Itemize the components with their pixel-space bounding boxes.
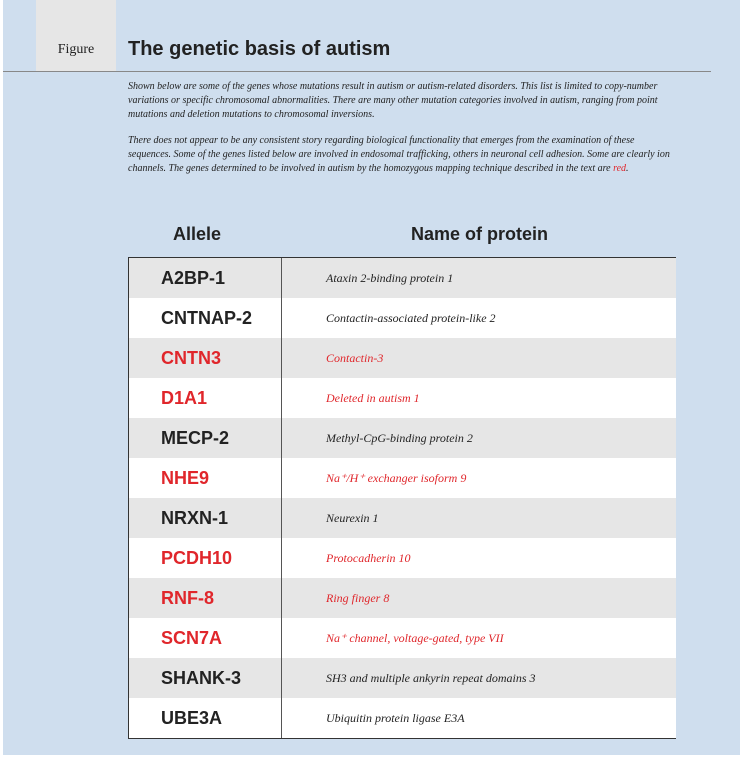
protein-cell: SH3 and multiple ankyrin repeat domains 3 [326,670,536,685]
table-row [129,298,676,338]
protein-cell: Contactin-3 [326,350,384,365]
table-row [129,698,676,738]
allele-cell: A2BP-1 [129,258,282,298]
allele-cell: D1A1 [129,378,282,418]
table-row [129,498,676,538]
table-row [129,458,676,498]
column-header-allele: Allele [173,224,222,244]
protein-cell: Ubiquitin protein ligase E3A [326,710,465,725]
figure-title: The genetic basis of autism [128,38,391,60]
title-divider [3,71,711,72]
explanation-paragraph [128,134,678,176]
protein-cell: Methyl-CpG-binding protein 2 [326,430,473,445]
table-row [129,258,676,298]
protein-cell: Ataxin 2-binding protein 1 [326,270,454,285]
allele-cell: NRXN-1 [129,498,282,538]
allele-cell: PCDH10 [129,538,282,578]
gene-table [128,257,676,739]
table-row [129,418,676,458]
protein-cell: Neurexin 1 [326,510,379,525]
protein-cell: Deleted in autism 1 [326,390,420,405]
allele-cell: CNTN3 [129,338,282,378]
table-row [129,338,676,378]
paragraph-end: . [626,163,629,174]
red-keyword: red [613,163,627,174]
allele-cell: SCN7A [129,618,282,658]
column-header-protein: Name of protein [411,224,549,244]
figure-tab [36,0,116,72]
table-row [129,618,676,658]
protein-cell: Contactin-associated protein-like 2 [326,310,496,325]
allele-cell: NHE9 [129,458,282,498]
table-row [129,538,676,578]
protein-cell: Na⁺ channel, voltage-gated, type VII [326,630,504,645]
allele-cell: UBE3A [129,698,282,738]
allele-cell: RNF-8 [129,578,282,618]
intro-paragraph: Shown below are some of the genes whose mutations result in autism or autism-related disorders. This list is limited to copy-number variations or specific chromosomal abnormalities. There are many other mutation categories involved in autism, ranging from point mutations and deletion mutations to chromosomal inversions. [128,81,658,120]
allele-cell: MECP-2 [129,418,282,458]
protein-cell: Protocadherin 10 [326,550,411,565]
figure-page [3,0,740,755]
paragraph-text: There does not appear to be any consistent story regarding biological functionality that emerges from the examination of these sequences. Some of the genes listed below are involved in endosomal trafficking, others in neuronal cell adhesion. Some are clearly ion channels. The genes determined to be involved in autism by the homozygous mapping technique described in the text are [128,135,670,174]
allele-cell: CNTNAP-2 [129,298,282,338]
table-row [129,578,676,618]
figure-label: Figure [57,42,95,57]
protein-cell: Ring finger 8 [326,590,390,605]
table-row [129,378,676,418]
protein-cell: Na⁺/H⁺ exchanger isoform 9 [326,470,467,485]
allele-cell: SHANK-3 [129,658,282,698]
table-row [129,658,676,698]
